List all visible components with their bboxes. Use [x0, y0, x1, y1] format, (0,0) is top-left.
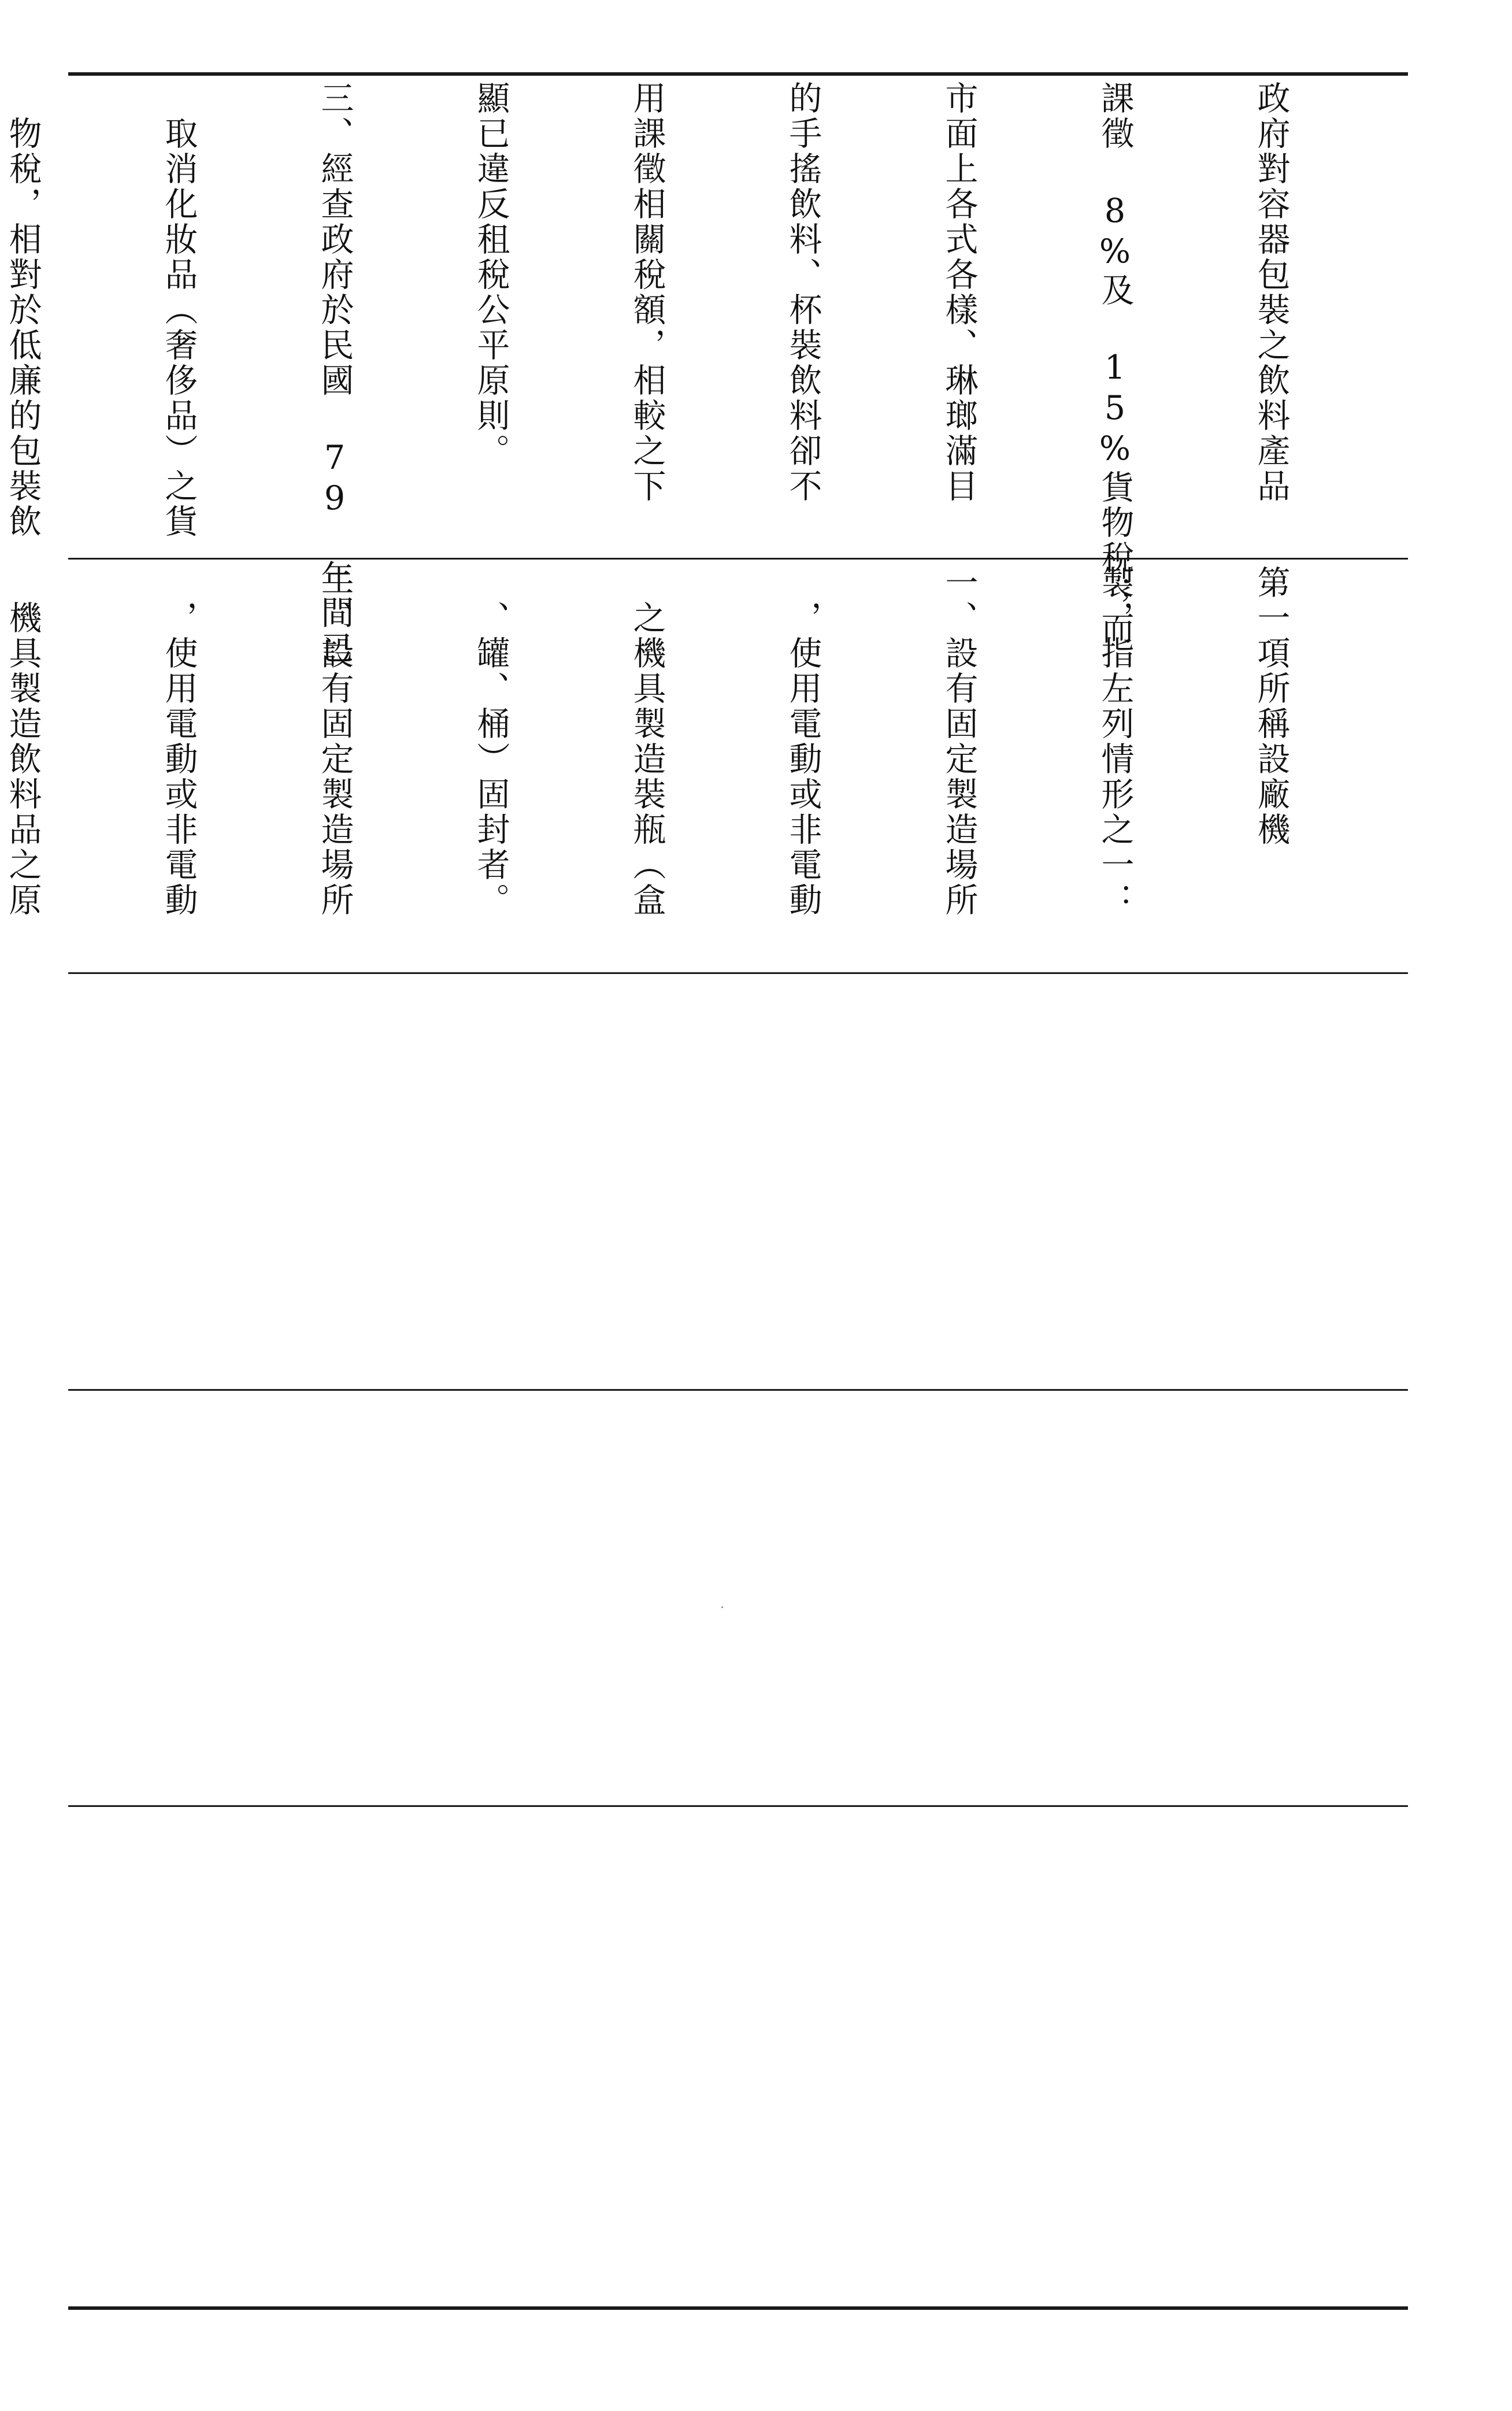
law-article-text [0, 565, 1401, 918]
text-column: 市面上各式各樣、琳瑯滿目 [940, 81, 978, 504]
text-column: 物稅，相對於低廉的包裝飲 [3, 81, 42, 539]
text-column: 機具製造飲料品之原 [3, 565, 42, 918]
text-column: 政府對容器包裝之飲料產品 [1252, 81, 1290, 504]
text-column: 顯已違反租稅公平原則。 [472, 81, 510, 469]
text-column: 課徵 8%及 15%貨物稅；而 [1096, 81, 1134, 646]
empty-cell [75, 980, 1402, 1384]
text-column: 的手搖飲料、杯裝飲料卻不 [784, 81, 822, 504]
text-column: 二、設有固定製造場所 [316, 565, 354, 918]
explanation-cell [3, 81, 1402, 666]
text-column: 之機具製造裝瓶（盒 [628, 565, 666, 918]
table-row-divider [68, 1389, 1408, 1391]
text-column: 一、設有固定製造場所 [940, 565, 978, 918]
scan-speck [721, 1606, 723, 1608]
text-column: 三、經查政府於民國 79 年間已 [316, 81, 354, 666]
text-column: 用課徵相關稅額，相較之下 [628, 81, 666, 504]
text-column: 取消化妝品（奢侈品）之貨 [160, 81, 198, 539]
table-row-divider [68, 1805, 1408, 1807]
empty-cell [75, 1397, 1402, 1801]
table-bottom-rule [68, 2306, 1408, 2310]
text-column: ，使用電動或非電動 [160, 565, 198, 918]
empty-cell [75, 1813, 1402, 2301]
text-column: 、罐、桶）固封者。 [472, 565, 510, 918]
text-column: 第一項所稱設廠機 [1252, 565, 1290, 847]
table-row-divider [68, 972, 1408, 974]
law-article-cell [3, 565, 1402, 967]
text-column: 製，指左列情形之一： [1096, 565, 1134, 918]
text-column: ，使用電動或非電動 [784, 565, 822, 918]
table-top-rule [68, 72, 1408, 76]
